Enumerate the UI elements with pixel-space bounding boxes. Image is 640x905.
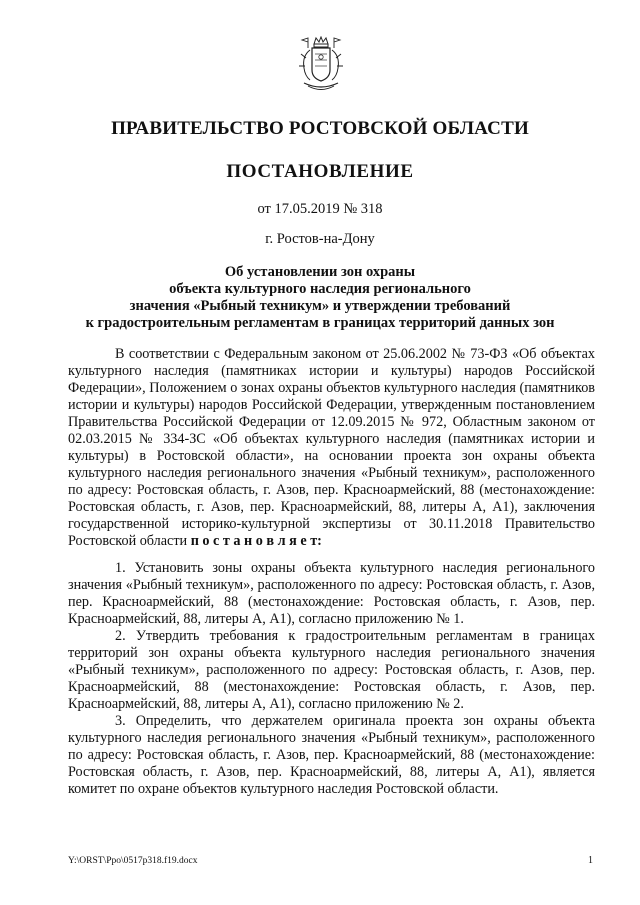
item-paragraph: 2. Утвердить требования к градостроительным регламентам в границах территорий зон охраны объекта культурного наследия регионального значения «Рыбный техникум», расположенного по адресу: Ростовская область, г. Азов, пер. Красноармейский, 88 (местонахождение: Ростовская область, г. Азов, пер. Красноармейский, 88, литеры А, А1), согласно приложению № 2. bbox=[68, 628, 595, 712]
document-date-number: от 17.05.2019 № 318 bbox=[257, 201, 383, 217]
item-paragraph: 3. Определить, что держателем оригинала проекта зон охраны объекта культурного наследия регионального значения «Рыбный техникум», расположенного по адресу: Ростовская область, г. Азов, пер. Красноармейский, 88 (местонахождение: Ростовская область, г. Азов, пер. Красноармейский, 88, литеры А, А1), является комитет по охране объектов культурного наследия Ростовской области. bbox=[68, 713, 595, 797]
title-line: Об установлении зон охраны bbox=[224, 264, 416, 280]
footer-page-number: 1 bbox=[588, 855, 593, 866]
preamble-paragraph bbox=[68, 346, 595, 550]
preamble-text: В соответствии с Федеральным законом от 25.06.2002 № 73-ФЗ «Об объектах культурного наследия (памятниках истории и культуры) народов Российской Федерации», Положением о зонах охраны объектов культурного наследия (памятников истории и культуры) народов Российской Федерации, утвержденным постановлением Правительства Российской Федерации от 12.09.2015 № 972, Областным законом от 02.03.2015 № 334-ЗС «Об объектах культурного наследия (памятниках истории и культуры) в Ростовской области», на основании проекта зон охраны объекта культурного наследия регионального значения «Рыбный техникум», расположенного по адресу: Ростовская область, г. Азов, пер. Красноармейский, 88 (местонахождение: Ростовская область, г. Азов, пер. Красноармейский, 88, литеры А, А1), заключения государственной историко-культурной экспертизы от 30.11.2018 Правительство Ростовской области bbox=[68, 346, 595, 549]
item-paragraph: 1. Установить зоны охраны объекта культурного наследия регионального значения «Рыбный техникум», расположенного по адресу: Ростовская область, г. Азов, пер. Красноармейский, 88 (местонахождение: Ростовская область, г. Азов, пер. Красноармейский, 88, литеры А, А1), согласно приложению № 1. bbox=[68, 560, 595, 627]
document-title bbox=[60, 264, 580, 332]
title-line: объекта культурного наследия регионального bbox=[169, 281, 471, 297]
document-city: г. Ростов-на-Дону bbox=[265, 231, 375, 247]
document-body bbox=[68, 346, 595, 798]
title-line: к градостроительным регламентам в границах территорий данных зон bbox=[85, 315, 555, 331]
document-type-heading: ПОСТАНОВЛЕНИЕ bbox=[226, 161, 414, 182]
government-name-heading: ПРАВИТЕЛЬСТВО РОСТОВСКОЙ ОБЛАСТИ bbox=[111, 118, 529, 139]
footer-file-path: Y:\ORST\Ppo\0517p318.f19.docx bbox=[68, 856, 198, 866]
coat-of-arms-emblem bbox=[296, 36, 346, 94]
title-line: значения «Рыбный техникум» и утверждении требований bbox=[129, 298, 511, 314]
decree-word: п о с т а н о в л я е т: bbox=[190, 533, 322, 549]
